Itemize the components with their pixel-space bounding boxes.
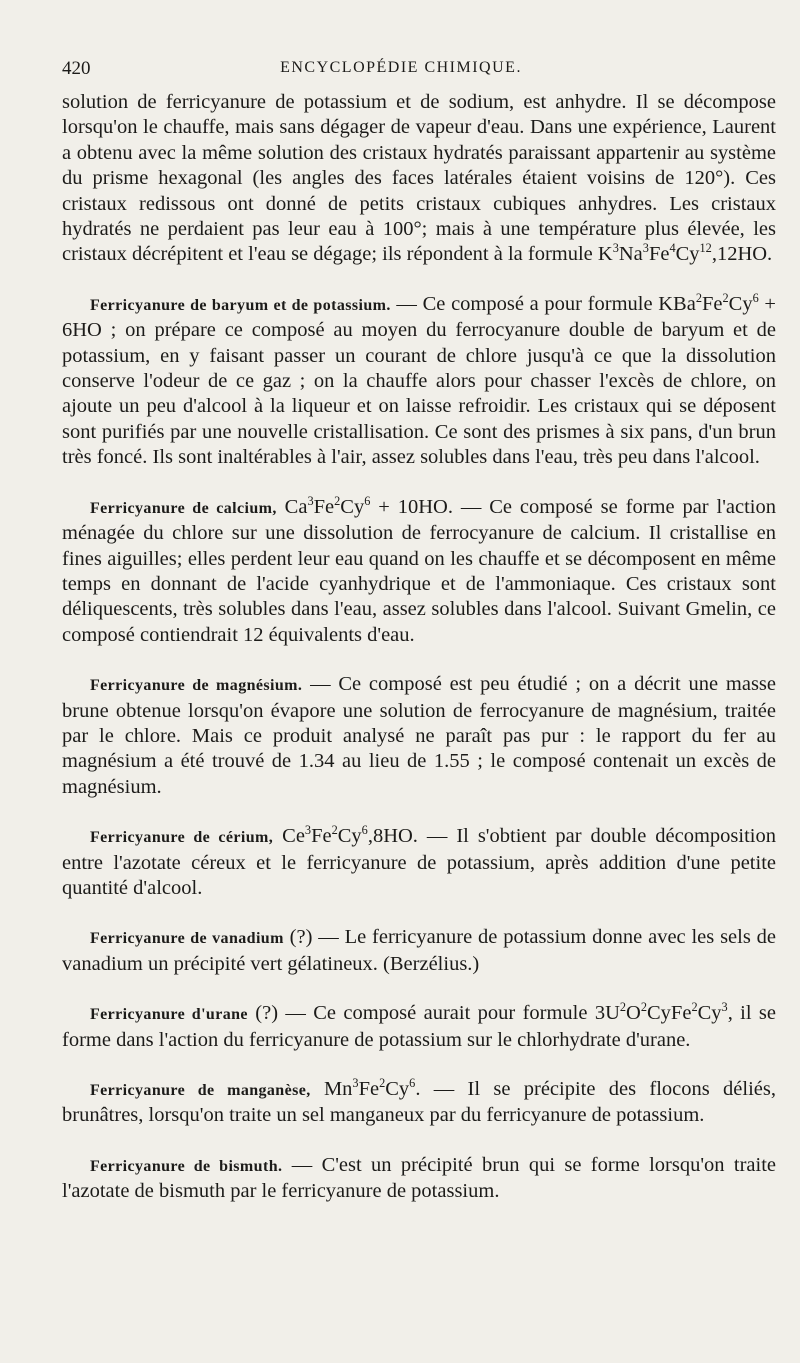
compound-paragraph bbox=[62, 292, 776, 471]
formula-superscript: 3 bbox=[721, 1000, 728, 1015]
running-title: ENCYCLOPÉDIE CHIMIQUE. bbox=[280, 59, 522, 76]
paragraph-text: Cy bbox=[728, 292, 753, 315]
formula-superscript: 3 bbox=[612, 241, 619, 256]
paragraph-text: Fe bbox=[702, 292, 723, 315]
formula-superscript: 2 bbox=[331, 823, 338, 838]
paragraph-text: . — Il se précipite des flocons déliés, brunâtres, lorsqu'on traite un sel manganeux par du ferricyanure de potassium. bbox=[62, 1078, 776, 1127]
compound-paragraph bbox=[62, 824, 776, 901]
compound-heading: Ferricyanure de vanadium bbox=[90, 930, 284, 948]
paragraph-text: Fe bbox=[313, 495, 335, 518]
paragraph-text: (?) — Le ferricyanure de potassium donne avec les sels de vanadium un précipité vert gélatineux. (Berzélius.) bbox=[62, 926, 777, 975]
paragraph-text: — Ce composé est peu étudié ; on a décrit une masse brune obtenue lorsqu'on évapore une solution de ferrocyanure de magnésium, traitée par le chlore. Mais ce produit analysé ne paraît pas pur : le rapport du fer au magnésium a été trouvé de 1.34 au lieu de 1.55 ; le composé contenait un excès de magnésium. bbox=[62, 673, 776, 798]
compound-paragraph bbox=[62, 1077, 776, 1129]
paragraph-text: Cy bbox=[697, 1002, 722, 1025]
paragraph-text: Na bbox=[618, 243, 643, 266]
paragraph-text: solution de ferricyanure de potassium et de sodium, est anhydre. Il se décompose lorsqu'on le chauffe, mais sans dégager de vapeur d'eau. Dans une expérience, Laurent a obtenu avec la même solution des cristaux hydratés paraissant appartenir au système du prisme hexagonal (les angles des faces latérales étaient voisins de 120°). Ces cristaux redissous ont donné de petits cristaux cubiques anhydres. Les cristaux hydratés ne perdaient pas leur eau à 100°; mais à une température plus élevée, les cristaux décrépitent et l'eau se dégage; ils répondent à la formule K bbox=[62, 91, 776, 266]
page-number: 420 bbox=[62, 58, 91, 79]
formula-superscript: 2 bbox=[334, 493, 341, 508]
compound-heading: Ferricyanure de bismuth. bbox=[90, 1157, 283, 1175]
formula-superscript: 2 bbox=[691, 1000, 698, 1015]
formula-superscript: 4 bbox=[669, 241, 676, 256]
compound-heading: Ferricyanure d'urane bbox=[90, 1006, 248, 1024]
paragraph-text: (?) — Ce composé aurait pour formule 3U bbox=[247, 1002, 620, 1025]
paragraph-text: — Ce composé a pour formule KBa bbox=[390, 292, 696, 315]
paragraph-text: ,12HO. bbox=[711, 243, 773, 266]
compound-paragraph bbox=[62, 672, 776, 800]
paragraph-text: Fe bbox=[311, 825, 332, 848]
paragraph-text: — C'est un précipité brun qui se forme lorsqu'on traite l'azotate de bismuth par le ferricyanure de potassium. bbox=[62, 1153, 776, 1203]
paragraph-text: Cy bbox=[675, 243, 700, 266]
compound-paragraph bbox=[62, 1153, 776, 1205]
formula-superscript: 3 bbox=[304, 823, 312, 838]
formula-superscript: 3 bbox=[307, 493, 314, 508]
formula-superscript: 2 bbox=[695, 291, 702, 306]
compound-heading: Ferricyanure de manganèse, bbox=[90, 1082, 311, 1099]
formula-superscript: 6 bbox=[361, 823, 368, 838]
paragraph-text: Mn bbox=[310, 1078, 353, 1100]
compound-paragraph bbox=[62, 925, 776, 977]
page-header bbox=[62, 58, 740, 84]
formula-superscript: 6 bbox=[409, 1076, 416, 1091]
formula-superscript: 2 bbox=[640, 1000, 647, 1015]
formula-superscript: 6 bbox=[752, 291, 759, 306]
paragraph-text: Ca bbox=[276, 495, 308, 518]
paragraph-text: Cy bbox=[385, 1078, 410, 1100]
formula-superscript: 2 bbox=[619, 1000, 627, 1015]
paragraph-text: CyFe bbox=[647, 1002, 692, 1025]
paragraph-text: , il se forme dans l'action du ferricyanure de potassium sur le chlorhydrate d'urane. bbox=[62, 1002, 776, 1051]
formula-superscript: 12 bbox=[699, 241, 712, 256]
paragraph-text: + 10HO. — Ce composé se forme par l'action ménagée du chlore sur une dissolution de ferrocyanure de calcium. Il cristallise en fines aiguilles; elles perdent leur eau quand on les chauffe et se décomposent en même temps en donnant de l'acide cyanhydrique et de l'ammoniaque. Ces cristaux sont déliquescents, très solubles dans l'eau, assez solubles dans l'alcool. Suivant Gmelin, ce composé contiendrait 12 équivalents d'eau. bbox=[62, 495, 776, 646]
paragraph-text: ,8HO. — Il s'obtient par double décomposition entre l'azotate céreux et le ferricyanure de potassium, après addition d'une petite quantité d'alcool. bbox=[62, 825, 776, 899]
paragraph-text: + 6HO ; on prépare ce composé au moyen du ferrocyanure double de baryum et de potassium, en y faisant passer un courant de chlore jusqu'à ce que la dissolution conserve l'odeur de ce gaz ; on la chauffe alors pour chasser l'excès de chlore, on ajoute un peu d'alcool à la liqueur et on laisse refroidir. Les cristaux qui se déposent sont purifiés par une nouvelle cristallisation. Ce sont des prismes à six pans, d'un brun très foncé. Ils sont inaltérables à l'air, assez solubles dans l'eau, très peu dans l'alcool. bbox=[62, 292, 776, 469]
compound-paragraph bbox=[62, 1001, 776, 1053]
formula-superscript: 2 bbox=[722, 291, 729, 306]
paragraph-text: O bbox=[626, 1002, 641, 1025]
paragraph-text: Ce bbox=[273, 825, 305, 848]
compound-heading: Ferricyanure de magnésium. bbox=[90, 677, 303, 695]
formula-superscript: 2 bbox=[379, 1076, 386, 1091]
paragraph-text: Fe bbox=[648, 243, 670, 266]
paragraph-text: Cy bbox=[337, 825, 362, 848]
formula-superscript: 3 bbox=[642, 241, 649, 256]
compound-heading: Ferricyanure de cérium, bbox=[90, 829, 274, 847]
paragraph-text: Fe bbox=[358, 1078, 380, 1100]
compound-heading: Ferricyanure de calcium, bbox=[90, 499, 277, 517]
formula-superscript: 6 bbox=[364, 493, 371, 508]
compound-paragraph bbox=[62, 495, 776, 648]
compound-heading: Ferricyanure de baryum et de potassium. bbox=[90, 296, 391, 314]
continued-paragraph bbox=[62, 90, 776, 268]
paragraph-text: Cy bbox=[340, 495, 365, 518]
article-body bbox=[62, 90, 776, 1205]
formula-superscript: 3 bbox=[352, 1076, 359, 1091]
